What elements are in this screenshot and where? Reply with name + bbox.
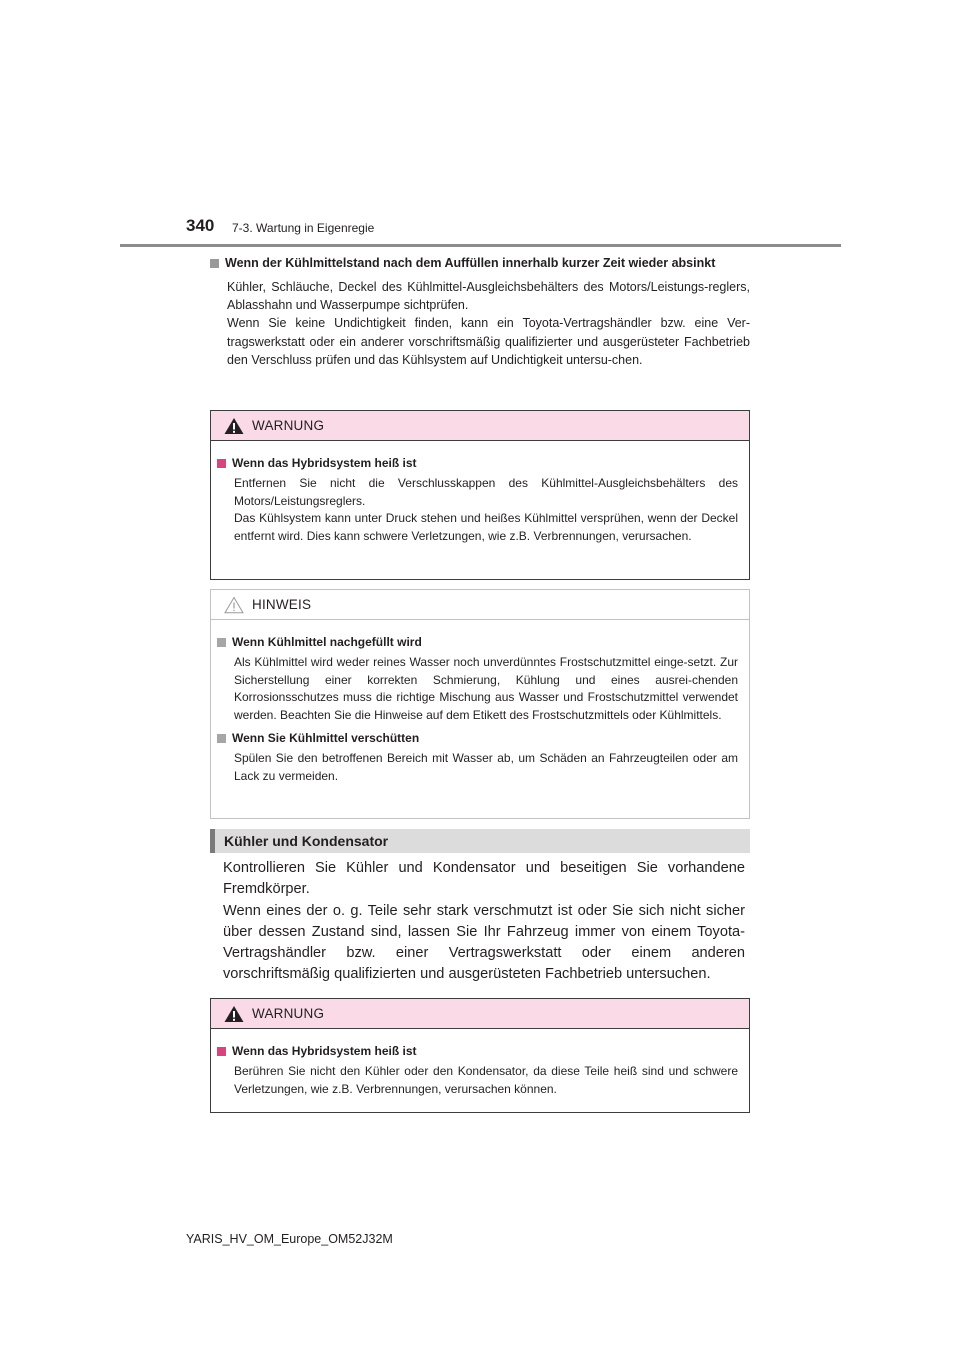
section-heading: Kühler und Kondensator [224, 833, 389, 849]
warning-box [210, 410, 750, 580]
section-heading-bar [210, 829, 750, 853]
body-text [223, 858, 745, 986]
warning-body [211, 1029, 749, 1112]
warning-item-title: Wenn das Hybridsystem heiß ist [232, 456, 417, 470]
body-paragraph: Wenn eines der o. g. Teile sehr stark verschmutzt ist oder Sie sich nicht sicher über dessen Zustand sind, lassen Sie Ihr Fahrzeug immer von einem Toyota-Vertragshändler bzw. einer Vertragswerkstatt oder einem anderen vorschriftsmäßig qualifizierten und ausgerüsteten Fachbetrieb untersuchen. [223, 902, 745, 983]
notice-box [210, 589, 750, 819]
warning-item-text: Berühren Sie nicht den Kühler oder den Kondensator, da diese Teile heiß sind und schwere Verletzungen, wie z.B. Verbrennungen, verursachen können. [234, 1064, 738, 1096]
warning-label: WARNUNG [252, 418, 325, 433]
warning-item [217, 1043, 738, 1098]
notice-item-title: Wenn Sie Kühlmittel verschütten [232, 731, 420, 745]
notice-item-text: Spülen Sie den betroffenen Bereich mit Wasser ab, um Schäden an Fahrzeugteilen oder am Lack zu vermeiden. [234, 751, 738, 783]
notice-item-text: Als Kühlmittel wird weder reines Wasser noch unverdünntes Frostschutzmittel einge-setzt. Zur Sicherstellung einer korrekten Schmierung, Kühlung und eines ausrei-chenden Korrosionsschutzes muss die richtige Mischung aus Wasser und Frostschutzmittel verwendet werden. Beachten Sie die Hinweise auf dem Etikett des Frostschutzmittels oder Kühlmittels. [234, 655, 738, 722]
heading-accent [210, 829, 215, 853]
square-bullet-icon [210, 259, 219, 268]
warning-header [211, 411, 749, 441]
square-bullet-icon [217, 638, 226, 647]
square-bullet-icon [217, 734, 226, 743]
warning-triangle-icon [224, 417, 244, 435]
intro-heading [210, 255, 750, 272]
square-bullet-icon [217, 459, 226, 468]
notice-item-title: Wenn Kühlmittel nachgefüllt wird [232, 635, 422, 649]
notice-item [217, 730, 738, 785]
warning-item-text: Das Kühlsystem kann unter Druck stehen und heißes Kühlmittel versprühen, wenn der Deckel entfernt wird. Dies kann schwere Verletzungen, wie z.B. Verbrennungen, verursachen. [234, 511, 738, 543]
document-footer: YARIS_HV_OM_Europe_OM52J32M [186, 1232, 393, 1246]
warning-item-text: Entfernen Sie nicht die Verschlusskappen des Kühlmittel-Ausgleichsbehälters des Motors/Leistungsreglers. [234, 476, 738, 508]
section-title: 7-3. Wartung in Eigenregie [232, 221, 375, 235]
warning-box [210, 998, 750, 1113]
body-paragraph: Kontrollieren Sie Kühler und Kondensator und beseitigen Sie vorhandene Fremdkörper. [223, 860, 745, 898]
header-rule [120, 244, 841, 247]
notice-body [211, 620, 749, 799]
notice-item-heading [217, 730, 738, 746]
notice-label: HINWEIS [252, 597, 312, 612]
warning-triangle-icon [224, 1005, 244, 1023]
warning-item [217, 455, 738, 545]
notice-header [211, 590, 749, 620]
warning-item-heading [217, 455, 738, 471]
notice-item-heading [217, 634, 738, 650]
notice-item [217, 634, 738, 724]
page-number: 340 [186, 216, 215, 235]
intro-paragraph: Wenn Sie keine Undichtigkeit finden, kann ein Toyota-Vertragshändler bzw. eine Ver-tragswerkstatt oder ein anderer vorschriftsmäßig qualifizierter und ausgerüsteter Fachbetrieb den Verschluss prüfen und das Kühlsystem auf Undichtigkeit untersu-chen. [227, 316, 750, 367]
intro-section [210, 255, 750, 369]
caution-triangle-icon [224, 596, 244, 614]
warning-item-heading [217, 1043, 738, 1059]
intro-heading-text: Wenn der Kühlmittelstand nach dem Auffüllen innerhalb kurzer Zeit wieder absinkt [225, 256, 716, 270]
square-bullet-icon [217, 1047, 226, 1056]
warning-header [211, 999, 749, 1029]
intro-paragraph: Kühler, Schläuche, Deckel des Kühlmittel-Ausgleichsbehälters des Motors/Leistungs-reglers, Ablasshahn und Wasserpumpe sichtprüfen. [227, 280, 750, 313]
warning-label: WARNUNG [252, 1006, 325, 1021]
warning-item-title: Wenn das Hybridsystem heiß ist [232, 1044, 417, 1058]
warning-body [211, 441, 749, 559]
